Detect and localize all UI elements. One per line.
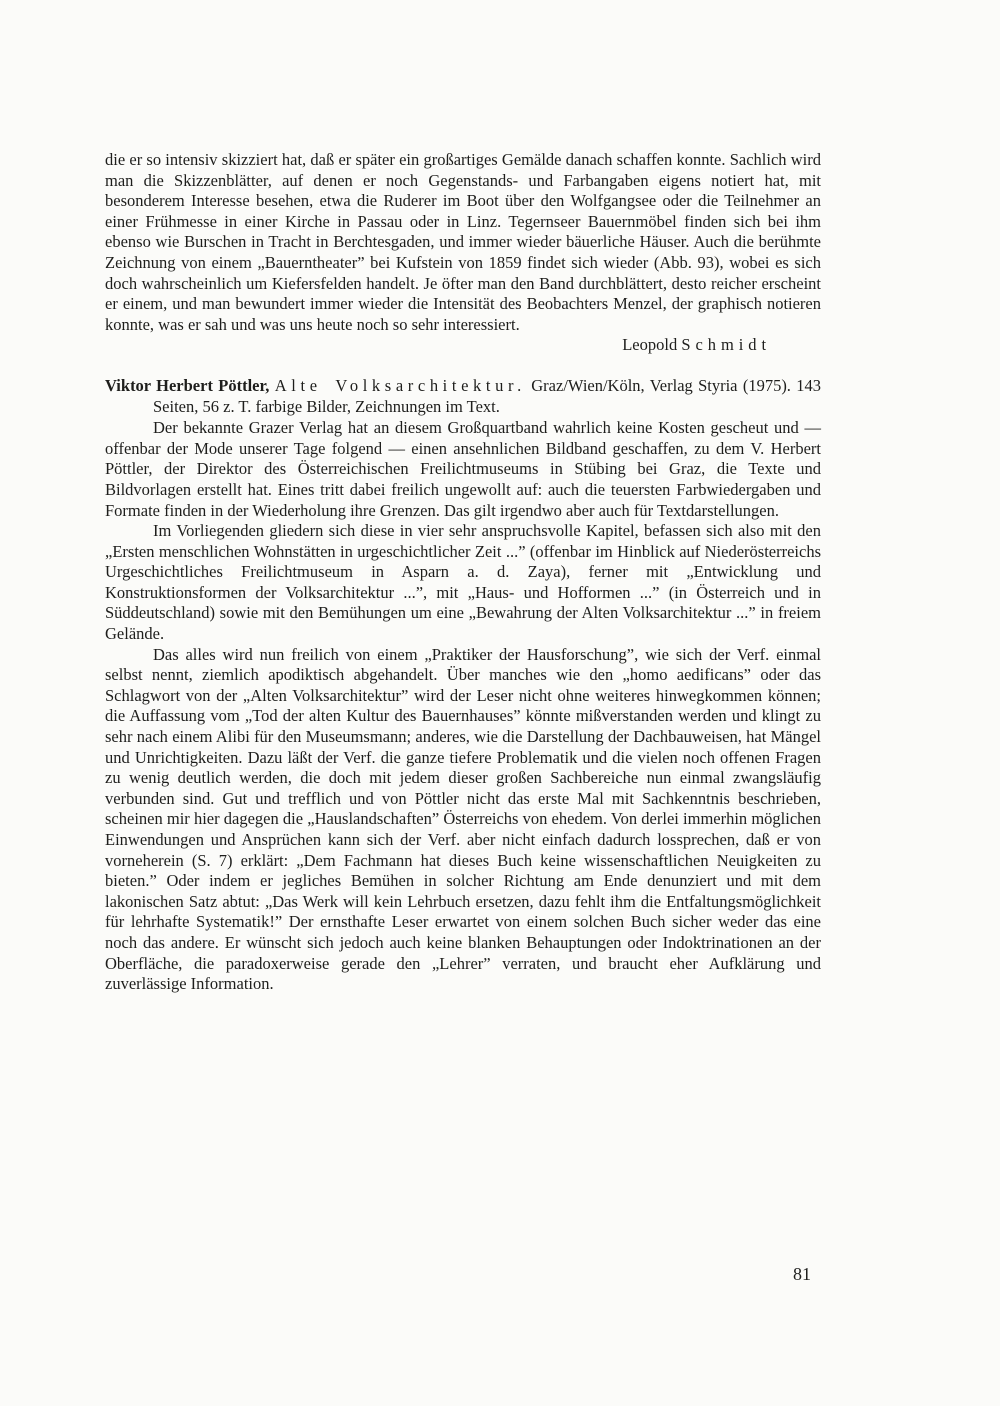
signature-first-name: Leopold bbox=[622, 335, 678, 355]
book-reference bbox=[105, 376, 821, 417]
reference-title: Alte Volksarchitektur. bbox=[274, 375, 526, 395]
review-paragraph-2: Im Vorliegenden gliedern sich diese in vier sehr anspruchsvolle Kapitel, befassen sich also mit den „Ersten menschlichen Wohnstätten in urgeschichtlicher Zeit ...” (offenbar im Hinblick auf Niederösterreichs Urgeschichtliches Freilichtmuseum in Asparn a. d. Zaya), ferner mit „Entwicklung und Konstruktionsformen der Volksarchitektur ...”, mit „Haus- und Hofformen ...” (in Österreich und in Süddeutschland) sowie mit den Bemühungen um eine „Bewahrung der Alten Volksarchitektur ...” in freiem Gelände. bbox=[105, 521, 821, 644]
reference-details: Graz/Wien/Köln, Verlag Styria (1975). 143 Seiten, 56 z. T. farbige Bilder, Zeichnungen im Text. bbox=[153, 375, 822, 416]
signature-last-name: Schmidt bbox=[681, 335, 771, 355]
previous-review-closing-paragraph: die er so intensiv skizziert hat, daß er später ein großartiges Gemälde danach schaffen konnte. Sachlich wird man die Skizzenblätter, auf denen er noch Gegenstands- und Farbangaben eigens notiert hat, mit besonderem Interesse besehen, etwa die Ruderer im Boot über den Wolfgangsee oder die Teilnehmer an einer Frühmesse in einer Kirche in Passau oder in Linz. Tegernseer Bauernmöbel finden sich bei ihm ebenso wie Burschen in Tracht in Berchtesgaden, und immer wieder bäuerliche Häuser. Auch die berühmte Zeichnung von einem „Bauerntheater” bei Kufstein von 1859 findet sich wieder (Abb. 93), wobei es sich doch wahrscheinlich um Kiefersfelden handelt. Je öfter man den Band durchblättert, desto reicher erscheint er einem, und man bewundert immer wieder die Intensität des Beobachters Menzel, der graphisch notieren konnte, was er sah und was uns heute noch so sehr interessiert. bbox=[105, 150, 821, 334]
review-paragraph-1: Der bekannte Grazer Verlag hat an diesem Großquartband wahrlich keine Kosten gescheut und — offenbar der Mode unserer Tage folgend — einen ansehnlichen Bildband geschaffen, zu dem V. Herbert Pöttler, der Direktor des Österreichischen Freilichtmuseums in Stübing bei Graz, die Texte und Bildvorlagen erstellt hat. Eines tritt dabei freilich ungewollt auf: auch die teuersten Farbwiedergaben und Formate finden in der Wiederholung ihre Grenzen. Das gilt irgendwo aber auch für Textdarstellungen. bbox=[105, 418, 821, 520]
page-number: 81 bbox=[793, 1264, 811, 1284]
text-block bbox=[105, 150, 821, 995]
review-paragraph-3: Das alles wird nun freilich von einem „Praktiker der Hausforschung”, wie sich der Verf. einmal selbst nennt, ziemlich apodiktisch abgehandelt. Über manches wie den „homo aedificans” oder das Schlagwort von der „Alten Volksarchitektur” wird der Leser nicht ohne weiteres hinwegkommen können; die Auffassung vom „Tod der alten Kultur des Bauernhauses” könnte mißverstanden werden und klingt zu sehr nach einem Alibi für den Museumsmann; anderes, wie die Darstellung der Dachbauweisen, hat Mängel und Unrichtigkeiten. Dazu läßt der Verf. die ganze tiefere Problematik und die vielen noch offenen Fragen zu wenig deutlich werden, die doch mit jedem dieser großen Sachbereiche nun einmal zwangsläufig verbunden sind. Gut und trefflich und von Pöttler nicht das erste Mal mit Sachkenntnis beschrieben, scheinen mir hier dagegen die „Hauslandschaften” Österreichs von ehedem. Von derlei immerhin möglichen Einwendungen und Ansprüchen kann sich der Verf. aber nicht einfach dadurch lossprechen, daß er von vorneherein (S. 7) erklärt: „Dem Fachmann hat dieses Buch keine wissenschaftlichen Neuigkeiten zu bieten.” Oder indem er jegliches Bemühen in solcher Richtung am Ende denunziert und mit dem lakonischen Satz abtut: „Das Werk will kein Lehrbuch ersetzen, dazu fehlt ihm die Entfaltungsmöglichkeit für lehrhafte Systematik!” Der ernsthafte Leser erwartet von einem solchen Buch sicher weder das eine noch das andere. Er wünscht sich jedoch auch keine blanken Behauptungen oder Indoktrinationen an der Oberfläche, die paradoxerweise gerade den „Lehrer” verraten, und braucht eher Aufklärung und zuverlässige Information. bbox=[105, 644, 821, 994]
reviewer-signature bbox=[105, 335, 771, 356]
reference-author: Viktor Herbert Pöttler, bbox=[105, 375, 270, 395]
